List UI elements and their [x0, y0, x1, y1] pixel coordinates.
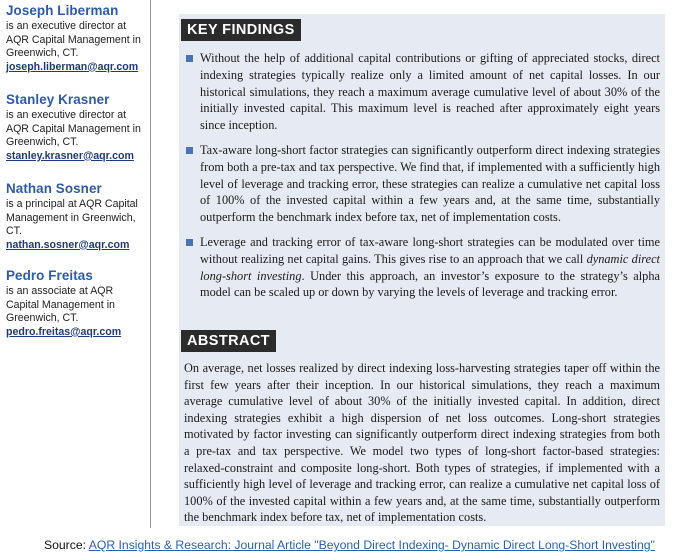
key-findings-list [186, 50, 660, 309]
author-email-link[interactable]: stanley.krasner@aqr.com [6, 149, 134, 162]
author-name: Joseph Liberman [6, 3, 119, 18]
author-block [6, 92, 148, 163]
square-bullet-icon [186, 147, 193, 154]
key-finding-item [186, 50, 660, 134]
abstract-text: On average, net losses realized by direct indexing loss-harvesting strategies taper off within the first few years after their inception. In our historical simulations, they reach a maximum average cumulative level of about 30% of the initially invested capital. In addition, direct indexing strategies exhibit a high dispersion of net loss outcomes. Long-short strategies motivated by factor investing can significantly outperform direct indexing strategies from both a pre-tax and tax perspective. We model two types of long-short factor-based strategies: relaxed-constraint and composite long-short. Both types of strategies, if implemented with a sufficiently high level of leverage and tracking error, can realize a cumulative net capital loss of 100% of the invested capital within a few years and, at the same time, substantially outperform the benchmark index before tax, net of implementation costs. [184, 361, 660, 525]
key-finding-text-pre: Leverage and tracking error of tax-aware long-short strategies can be modulated over time without realizing net capital gains. This gives rise to an approach that we call [200, 234, 660, 266]
author-email-link[interactable]: nathan.sosner@aqr.com [6, 238, 130, 251]
column-divider [150, 0, 151, 528]
author-description: is an executive director at AQR Capital Management in Greenwich, CT. [6, 109, 141, 149]
author-block [6, 181, 148, 252]
author-name: Nathan Sosner [6, 181, 102, 196]
author-block [6, 3, 148, 74]
square-bullet-icon [186, 239, 193, 246]
author-block [6, 268, 148, 339]
key-finding-text: Tax-aware long-short factor strategies can significantly outperform direct indexing strategies from both a pre-tax and tax perspective. We find that, if implemented with a sufficiently high level of leverage and tracking error, these strategies can realize a cumulative net capital loss of 100% of the invested capital within a few years and, at the same time, substantially outperform the benchmark index before tax, net of implementation costs. [200, 142, 660, 225]
source-line [44, 538, 655, 552]
source-label: Source: [44, 538, 87, 552]
author-name: Stanley Krasner [6, 92, 110, 107]
author-description: is an executive director at AQR Capital Management in Greenwich, CT. [6, 20, 141, 60]
key-finding-emphasis: dynamic direct long-short investing [200, 251, 660, 283]
key-finding-item [186, 234, 660, 301]
source-link[interactable]: AQR Insights & Research: Journal Article "Beyond Direct Indexing- Dynamic Direct Long-Short Investing" [88, 538, 655, 552]
key-finding-item [186, 142, 660, 226]
abstract-header: ABSTRACT [181, 330, 276, 352]
key-finding-text: Without the help of additional capital contributions or gifting of appreciated stocks, direct indexing strategies typically realize only a limited amount of net capital losses. In our historical simulations, they reach a maximum average cumulative level of about 30% of the initially invested capital. This maximum level is reached after approximately eight years since inception. [200, 51, 660, 133]
square-bullet-icon [186, 55, 193, 62]
author-description: is a principal at AQR Capital Management in Greenwich, CT. [6, 198, 138, 238]
author-name: Pedro Freitas [6, 268, 93, 283]
author-email-link[interactable]: joseph.liberman@aqr.com [6, 60, 139, 73]
author-email-link[interactable]: pedro.freitas@aqr.com [6, 325, 122, 338]
key-findings-header: KEY FINDINGS [181, 19, 301, 41]
author-description: is an associate at AQR Capital Management in Greenwich, CT. [6, 285, 115, 325]
author-sidebar [0, 0, 150, 528]
key-finding-text-post: . Under this approach, an investor’s exposure to the strategy’s alpha model can be scaled up or down by varying the levels of leverage and tracking error. [200, 268, 660, 300]
